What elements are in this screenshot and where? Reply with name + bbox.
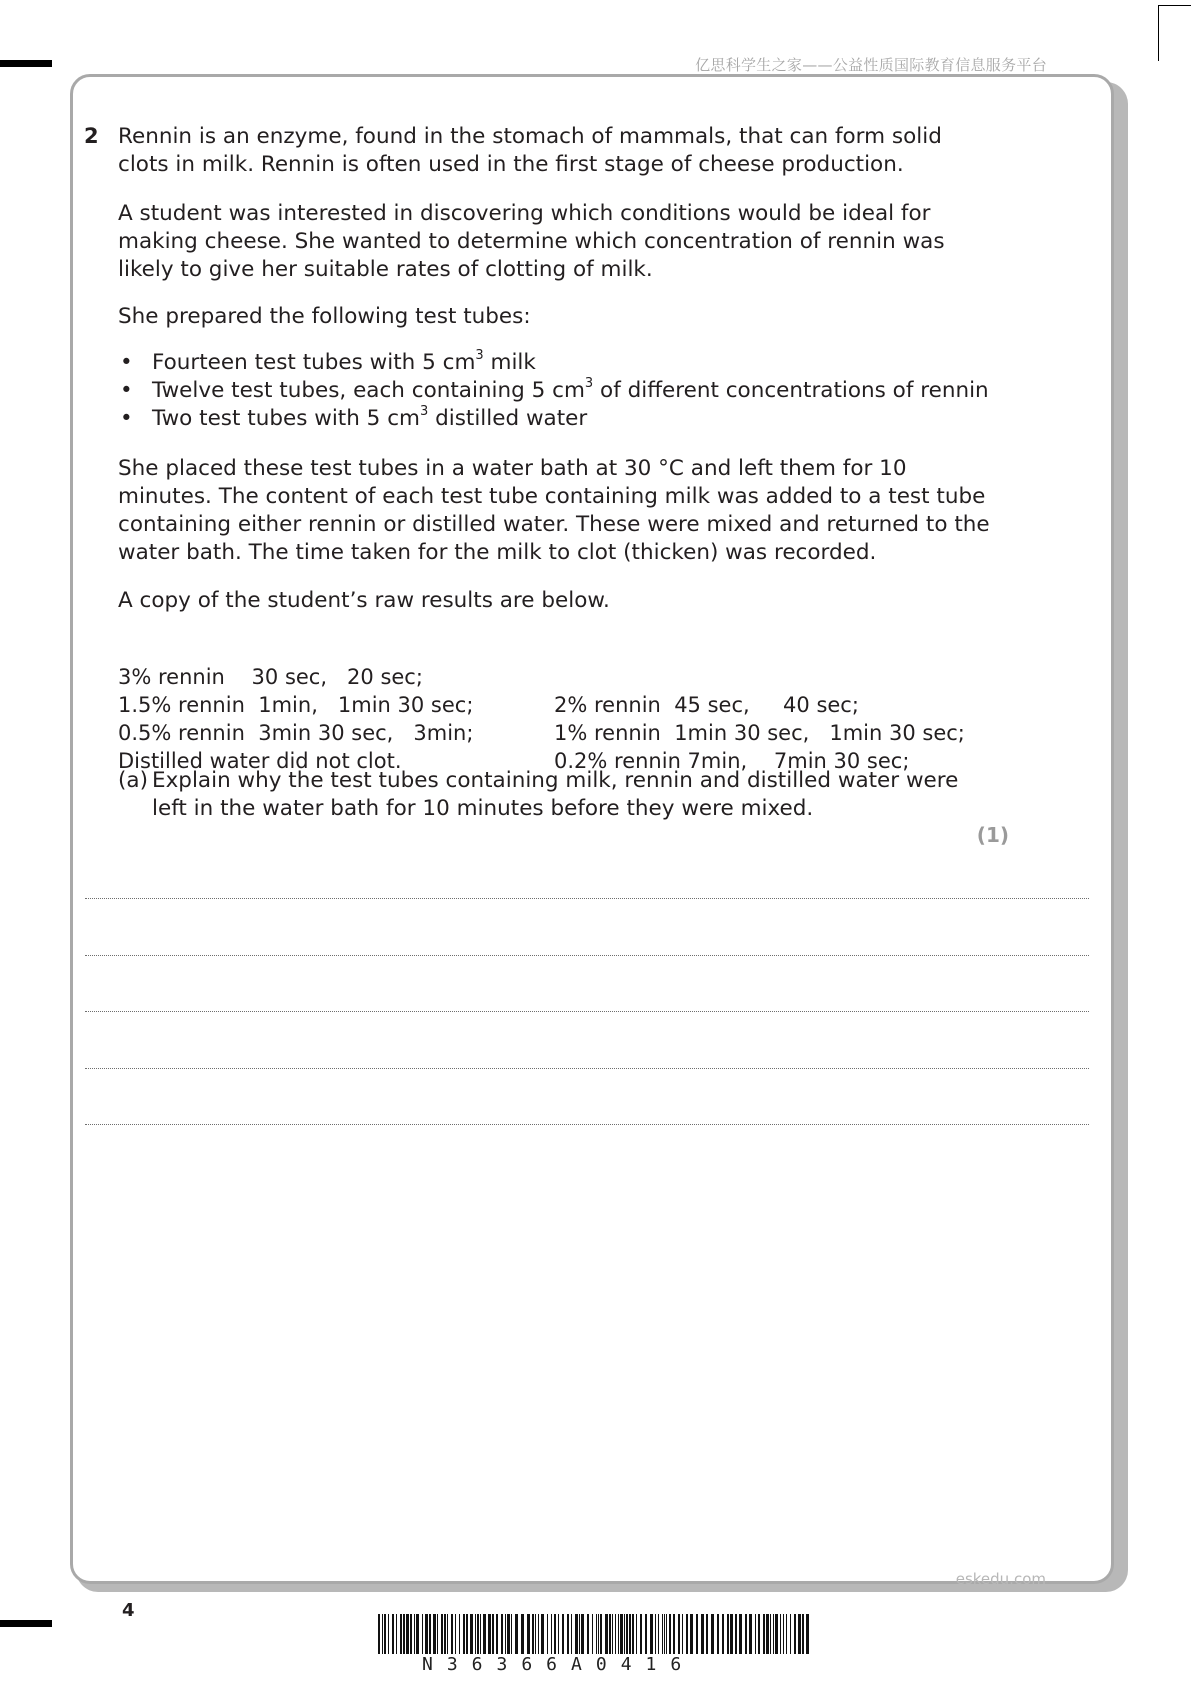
list-item [118, 377, 998, 405]
barcode-bar [480, 1614, 481, 1654]
page-number: 4 [122, 1600, 135, 1621]
superscript: 3 [475, 347, 484, 363]
part-label: (a) [118, 768, 148, 793]
part-a-question: Explain why the test tubes containing milk, rennin and distilled water were left in the water bath for 10 minutes before they were mixed. [152, 768, 959, 821]
barcode-bar [425, 1614, 428, 1654]
barcode-bar [730, 1614, 733, 1654]
raw-result-left: Distilled water did not clot. [118, 749, 402, 773]
barcode-bar [596, 1614, 597, 1654]
barcode-bar [378, 1614, 380, 1654]
list-item-text: Fourteen test tubes with 5 cm [152, 350, 476, 375]
barcode-bar [477, 1614, 479, 1654]
marks-label: (1) [976, 823, 1009, 847]
list-item-text-end: milk [483, 350, 536, 375]
barcode-bar [541, 1614, 544, 1654]
barcode-bar [496, 1614, 498, 1654]
raw-results [118, 635, 1018, 773]
barcode-bar [727, 1614, 729, 1654]
barcode-bar [598, 1614, 599, 1654]
answer-line[interactable] [85, 898, 1089, 899]
barcode-bar [770, 1614, 771, 1654]
barcode-bar [658, 1614, 659, 1654]
barcode-bar [400, 1614, 402, 1654]
barcode-bar [780, 1614, 781, 1654]
barcode-bar [567, 1614, 569, 1654]
barcode-bar [609, 1614, 611, 1654]
list-item-text-end: of different concentrations of rennin [593, 378, 989, 403]
edge-mark-bottom [0, 1620, 52, 1627]
barcode-bar [535, 1614, 536, 1654]
raw-result-right: 1% rennin 1min 30 sec, 1min 30 sec; [554, 721, 965, 745]
barcode-bar [618, 1614, 619, 1654]
results-intro: A copy of the student’s raw results are below. [118, 588, 610, 613]
barcode-bar [678, 1614, 680, 1654]
barcode-bar [483, 1614, 486, 1654]
barcode-bar [475, 1614, 476, 1654]
intro-paragraph-1: Rennin is an enzyme, found in the stomach of mammals, that can form solid clots in milk. Rennin is often used in the first stage of cheese production. [118, 124, 942, 177]
barcode-bar [505, 1614, 506, 1654]
barcode-bar [696, 1614, 698, 1654]
raw-result-left: 1.5% rennin 1min, 1min 30 sec; [118, 693, 474, 717]
barcode-bar [414, 1614, 415, 1654]
barcode-bar [755, 1614, 756, 1654]
barcode-bar [749, 1614, 752, 1654]
barcode-bar [562, 1614, 564, 1654]
raw-result-right: 2% rennin 45 sec, 40 sec; [554, 693, 859, 717]
barcode-bar [429, 1614, 431, 1654]
barcode-bar [690, 1614, 693, 1654]
barcode-bar [463, 1614, 465, 1654]
barcode-bar [433, 1614, 436, 1654]
barcode-bar [666, 1614, 667, 1654]
answer-line[interactable] [85, 1124, 1089, 1125]
barcode-bars [378, 1614, 810, 1654]
barcode-bar [511, 1614, 512, 1654]
barcode-bar [773, 1614, 774, 1654]
barcode-bar [802, 1614, 804, 1654]
barcode-bar [571, 1614, 572, 1654]
barcode-bar [384, 1614, 386, 1654]
barcode-bar [706, 1614, 708, 1654]
barcode-bar [501, 1614, 503, 1654]
intro-paragraph-3: She prepared the following test tubes: [118, 304, 531, 329]
raw-result-right: 0.2% rennin 7min, 7min 30 sec; [554, 749, 910, 773]
barcode-bar [532, 1614, 534, 1654]
barcode-bar [629, 1614, 631, 1654]
barcode-text: N36366A0416 [422, 1654, 696, 1675]
barcode-bar [798, 1614, 801, 1654]
barcode-bar [640, 1614, 642, 1654]
barcode-bar [650, 1614, 653, 1654]
barcode-bar [605, 1614, 608, 1654]
barcode-bar [701, 1614, 704, 1654]
barcode-bar [636, 1614, 637, 1654]
barcode [378, 1614, 810, 1676]
barcode-bar [558, 1614, 559, 1654]
barcode-bar [388, 1614, 389, 1654]
question-number: 2 [84, 124, 99, 148]
answer-line[interactable] [85, 955, 1089, 956]
list-item [118, 349, 998, 377]
header-watermark: 亿思科学生之家——公益性质国际教育信息服务平台 [695, 56, 1047, 74]
answer-line[interactable] [85, 1011, 1089, 1012]
barcode-bar [447, 1614, 448, 1654]
barcode-bar [521, 1614, 524, 1654]
barcode-bar [600, 1614, 602, 1654]
crop-mark-vertical [1158, 5, 1159, 61]
barcode-bar [406, 1614, 409, 1654]
bullet-icon: • [120, 406, 133, 431]
barcode-bar [717, 1614, 719, 1654]
footer-watermark: eskedu.com [955, 1570, 1046, 1588]
barcode-bar [392, 1614, 394, 1654]
barcode-bar [488, 1614, 491, 1654]
barcode-bar [466, 1614, 468, 1654]
answer-line[interactable] [85, 1068, 1089, 1069]
list-item-text: Two test tubes with 5 cm [152, 406, 420, 431]
barcode-bar [766, 1614, 769, 1654]
barcode-bar [396, 1614, 397, 1654]
barcode-bar [655, 1614, 656, 1654]
barcode-bar [664, 1614, 665, 1654]
raw-result-left: 0.5% rennin 3min 30 sec, 3min; [118, 721, 474, 745]
barcode-bar [615, 1614, 616, 1654]
raw-result-left: 3% rennin 30 sec, 20 sec; [118, 665, 423, 689]
barcode-bar [669, 1614, 671, 1654]
barcode-bar [790, 1614, 791, 1654]
barcode-bar [722, 1614, 724, 1654]
barcode-bar [786, 1614, 787, 1654]
barcode-bar [581, 1614, 584, 1654]
barcode-bar [444, 1614, 446, 1654]
barcode-bar [806, 1614, 809, 1654]
superscript: 3 [584, 375, 594, 391]
barcode-bar [507, 1614, 510, 1654]
barcode-bar [735, 1614, 737, 1654]
barcode-bar [416, 1614, 419, 1654]
test-tube-list [118, 349, 998, 433]
barcode-bar [515, 1614, 518, 1654]
barcode-bar [626, 1614, 628, 1654]
barcode-bar [745, 1614, 747, 1654]
barcode-bar [682, 1614, 683, 1654]
barcode-bar [711, 1614, 714, 1654]
barcode-bar [587, 1614, 589, 1654]
crop-mark-horizontal [1158, 5, 1191, 6]
method-paragraph: She placed these test tubes in a water bath at 30 °C and left them for 10 minutes. The content of each test tube containing milk was added to a test tube containing either rennin or distilled water. These were mixed and returned to the water bath. The time taken for the milk to clot (thicken) was recorded. [118, 456, 990, 565]
barcode-bar [686, 1614, 688, 1654]
barcode-bar [794, 1614, 796, 1654]
barcode-bar [662, 1614, 663, 1654]
barcode-bar [612, 1614, 613, 1654]
barcode-bar [739, 1614, 742, 1654]
barcode-bar [620, 1614, 623, 1654]
barcode-bar [403, 1614, 405, 1654]
answer-frame [70, 74, 1114, 1584]
barcode-bar [673, 1614, 675, 1654]
barcode-bar [592, 1614, 593, 1654]
barcode-bar [492, 1614, 494, 1654]
list-item-text-end: distilled water [428, 406, 588, 431]
barcode-bar [758, 1614, 760, 1654]
superscript: 3 [419, 403, 429, 419]
barcode-bar [451, 1614, 453, 1654]
bullet-icon: • [120, 350, 133, 375]
barcode-bar [470, 1614, 473, 1654]
barcode-bar [579, 1614, 580, 1654]
barcode-bar [547, 1614, 548, 1654]
barcode-bar [459, 1614, 460, 1654]
barcode-bar [783, 1614, 784, 1654]
barcode-bar [382, 1614, 383, 1654]
edge-mark-top [0, 60, 52, 67]
barcode-bar [455, 1614, 456, 1654]
list-item [118, 405, 998, 433]
barcode-bar [422, 1614, 423, 1654]
barcode-bar [554, 1614, 556, 1654]
barcode-bar [763, 1614, 765, 1654]
barcode-bar [575, 1614, 578, 1654]
barcode-bar [624, 1614, 625, 1654]
barcode-bar [441, 1614, 443, 1654]
barcode-bar [538, 1614, 539, 1654]
intro-paragraph-2: A student was interested in discovering which conditions would be ideal for making cheese. She wanted to determine which concentration of rennin was likely to give her suitable rates of clotting of milk. [118, 201, 945, 282]
barcode-bar [410, 1614, 412, 1654]
barcode-bar [527, 1614, 530, 1654]
barcode-bar [551, 1614, 552, 1654]
barcode-bar [632, 1614, 634, 1654]
list-item-text: Twelve test tubes, each containing 5 cm [152, 378, 585, 403]
barcode-bar [775, 1614, 778, 1654]
barcode-bar [645, 1614, 647, 1654]
barcode-bar [437, 1614, 438, 1654]
bullet-icon: • [120, 378, 133, 403]
